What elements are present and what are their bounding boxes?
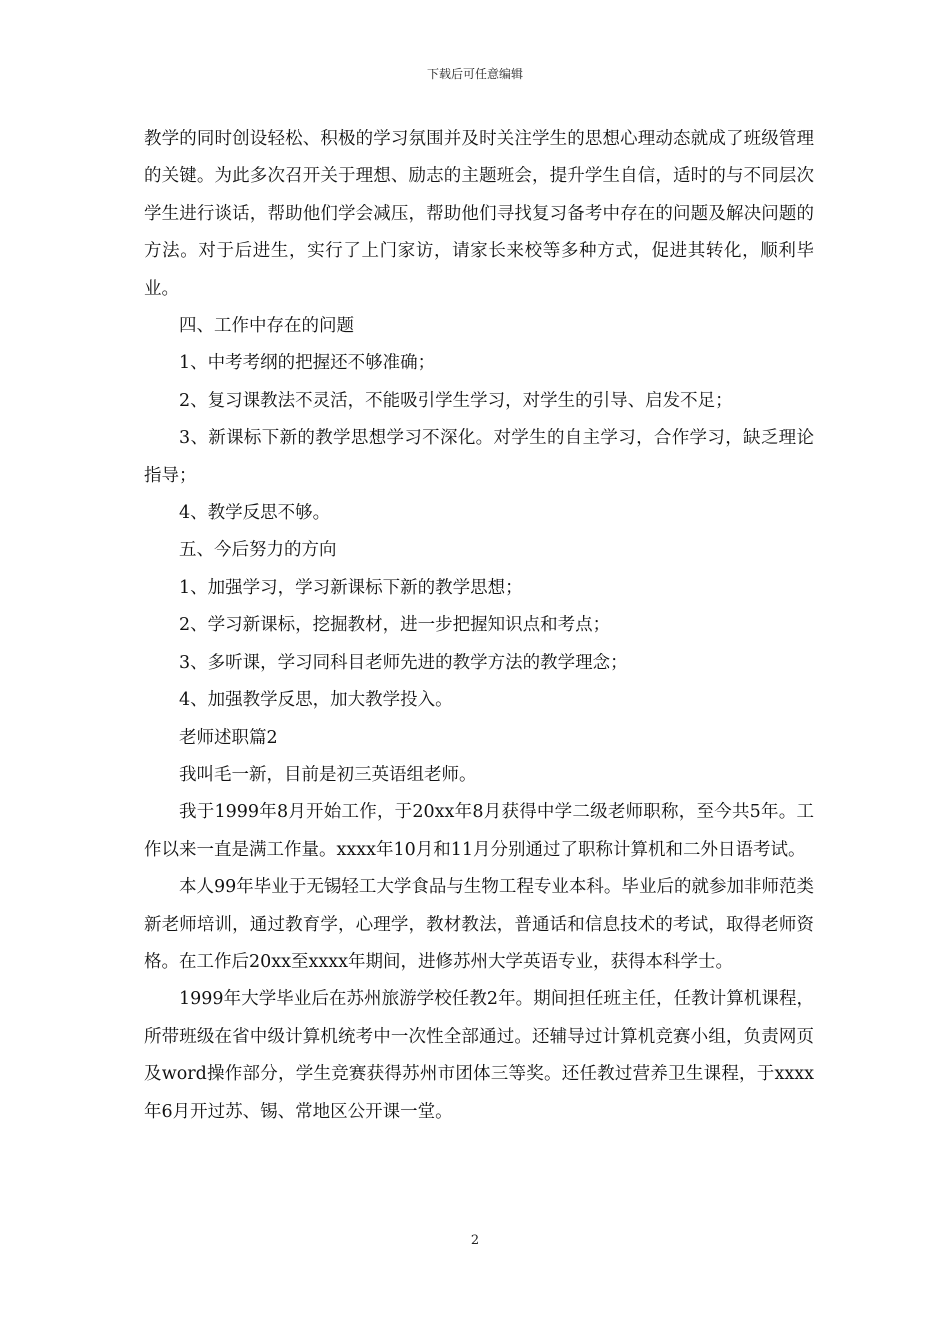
section-heading-direction: 五、今后努力的方向 bbox=[179, 540, 337, 561]
paragraph-intro: 我叫毛一新，目前是初三英语组老师。 bbox=[179, 764, 477, 785]
paragraph-career: 我于1999年8月开始工作，于20xx年8月获得中学二级老师职称，至今共5年。工作以来一直是满工作量。xxxx年10月和11月分别通过了职称计算机和二外日语考试。 bbox=[144, 802, 814, 860]
problem-item-2: 2、复习课教法不灵活，不能吸引学生学习，对学生的引导、启发不足； bbox=[179, 390, 733, 411]
direction-item-3: 3、多听课，学习同科目老师先进的教学方法的教学理念； bbox=[179, 652, 628, 673]
page-number: 2 bbox=[470, 1233, 480, 1248]
section-heading-problems: 四、工作中存在的问题 bbox=[179, 316, 354, 337]
problem-item-1: 1、中考考纲的把握还不够准确； bbox=[179, 353, 436, 374]
paragraph-experience: 1999年大学毕业后在苏州旅游学校任教2年。期间担任班主任，任教计算机课程，所带班级在省中级计算机统考中一次性全部通过。还辅导过计算机竞赛小组，负责网页及word操作部分，学生竞赛获得苏州市团体三等奖。还任教过营养卫生课程，于xxxx年6月开过苏、锡、常地区公开课一堂。 bbox=[144, 989, 814, 1122]
paragraph-education: 本人99年毕业于无锡轻工大学食品与生物工程专业本科。毕业后的就参加非师范类新老师培训，通过教育学，心理学，教材教法，普通话和信息技术的考试，取得老师资格。在工作后20xx至xxxx年期间，进修苏州大学英语专业，获得本科学士。 bbox=[144, 877, 814, 972]
article-title: 老师述职篇2 bbox=[179, 727, 278, 748]
problem-item-3: 3、新课标下新的教学思想学习不深化。对学生的自主学习，合作学习，缺乏理论指导； bbox=[144, 428, 814, 486]
direction-item-4: 4、加强教学反思，加大教学投入。 bbox=[179, 690, 453, 711]
direction-item-2: 2、学习新课标，挖掘教材，进一步把握知识点和考点； bbox=[179, 615, 611, 636]
page-header-note: 下载后可任意编辑 bbox=[426, 67, 523, 81]
direction-item-1: 1、加强学习，学习新课标下新的教学思想； bbox=[179, 577, 523, 598]
document-body bbox=[144, 121, 814, 1131]
paragraph-continuation: 教学的同时创设轻松、积极的学习氛围并及时关注学生的思想心理动态就成了班级管理的关键。为此多次召开关于理想、励志的主题班会，提升学生自信，适时的与不同层次学生进行谈话，帮助他们学会减压，帮助他们寻找复习备考中存在的问题及解决问题的方法。对于后进生，实行了上门家访，请家长来校等多种方式，促进其转化，顺利毕业。 bbox=[144, 129, 814, 299]
problem-item-4: 4、教学反思不够。 bbox=[179, 503, 331, 524]
